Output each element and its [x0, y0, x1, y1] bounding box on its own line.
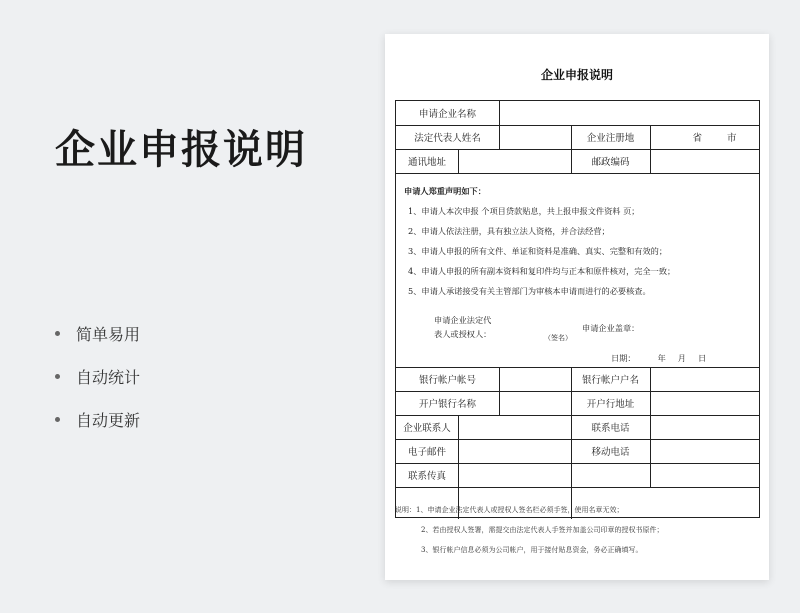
bank-address-label: 开户行地址 — [586, 399, 635, 410]
bank-name-label: 开户银行名称 — [418, 399, 476, 410]
reg-place-field[interactable] — [650, 125, 761, 149]
mobile-field[interactable] — [650, 439, 761, 463]
phone-field[interactable] — [650, 415, 761, 439]
reg-place-label: 企业注册地 — [586, 133, 635, 144]
contact-label: 企业联系人 — [403, 423, 451, 434]
fax-field[interactable] — [458, 463, 571, 487]
feature-label: 自动更新 — [76, 411, 141, 430]
feature-item — [55, 398, 140, 441]
address-label: 通讯地址 — [407, 157, 446, 168]
feature-label: 自动统计 — [76, 368, 141, 387]
hero-title: 企业申报说明 — [55, 127, 307, 173]
company-name-field[interactable] — [499, 101, 761, 125]
signer-label-line: 表人或授权人： — [434, 329, 492, 339]
document-title: 企业申报说明 — [540, 68, 613, 82]
fax-label: 联系传真 — [407, 471, 446, 482]
email-field[interactable] — [458, 439, 571, 463]
city-label: 市 — [726, 133, 737, 144]
declaration-item: 5、申请人承诺接受有关主管部门为审核本申请而进行的必要核查。 — [408, 286, 651, 296]
application-form — [395, 100, 760, 518]
month-label: 月 — [677, 353, 686, 363]
bullet-icon — [55, 374, 60, 379]
signer-label — [434, 313, 491, 341]
note-item: 2、若由授权人签署，需提交由法定代表人手签并加盖公司印章的授权书原件； — [421, 526, 664, 534]
bullet-icon — [55, 417, 60, 422]
postcode-field[interactable] — [650, 149, 761, 173]
declaration-item: 4、申请人申报的所有副本资料和复印件均与正本和原件核对，完全一致； — [408, 266, 676, 276]
address-field[interactable] — [458, 149, 571, 173]
notes-block — [395, 500, 760, 560]
day-label: 日 — [697, 353, 707, 363]
postcode-label: 邮政编码 — [591, 157, 630, 168]
feature-item — [55, 355, 140, 398]
declaration-block — [404, 181, 753, 301]
email-label: 电子邮件 — [407, 447, 446, 458]
date-label: 日期： — [611, 353, 636, 363]
legal-rep-label: 法定代表人姓名 — [414, 133, 481, 144]
note-item: 说明：1、申请企业法定代表人或授权人签名栏必须手签，使用名章无效； — [395, 506, 624, 514]
declaration-item: 2、申请人依法注册，具有独立法人资格，并合法经营； — [408, 226, 610, 236]
company-name-label: 申请企业名称 — [418, 109, 476, 120]
signer-label-line: 申请企业法定代 — [434, 315, 492, 325]
declaration-item: 1、申请人本次申报 个项目贷款贴息，共上报申报文件资料 页； — [408, 206, 640, 216]
legal-rep-field[interactable] — [499, 125, 571, 149]
account-name-field[interactable] — [650, 367, 761, 391]
feature-list — [55, 312, 140, 441]
row-divider — [396, 487, 759, 488]
contact-field[interactable] — [458, 415, 571, 439]
seal-label: 申请企业盖章： — [582, 323, 640, 333]
phone-label: 联系电话 — [591, 423, 630, 434]
document-page — [385, 34, 769, 580]
account-no-field[interactable] — [499, 367, 571, 391]
date-parts — [658, 351, 707, 365]
feature-item — [55, 312, 140, 355]
declaration-heading: 申请人郑重声明如下： — [404, 186, 486, 196]
account-no-label: 银行帐户帐号 — [418, 375, 476, 386]
mobile-label: 移动电话 — [591, 447, 630, 458]
bullet-icon — [55, 331, 60, 336]
account-name-label: 银行帐户户名 — [581, 375, 639, 386]
signature-note: （签名） — [544, 334, 572, 342]
note-item: 3、银行帐户信息必须为公司帐户，用于接付贴息资金，务必正确填写。 — [421, 546, 643, 554]
row-divider — [396, 173, 759, 174]
date-line — [611, 351, 706, 365]
bank-address-field[interactable] — [650, 391, 761, 415]
bank-name-field[interactable] — [499, 391, 571, 415]
year-label: 年 — [657, 353, 666, 363]
province-label: 省 — [692, 133, 702, 144]
declaration-item: 3、申请人申报的所有文件、单证和资料是准确、真实、完整和有效的； — [408, 246, 668, 256]
feature-label: 简单易用 — [76, 325, 141, 344]
